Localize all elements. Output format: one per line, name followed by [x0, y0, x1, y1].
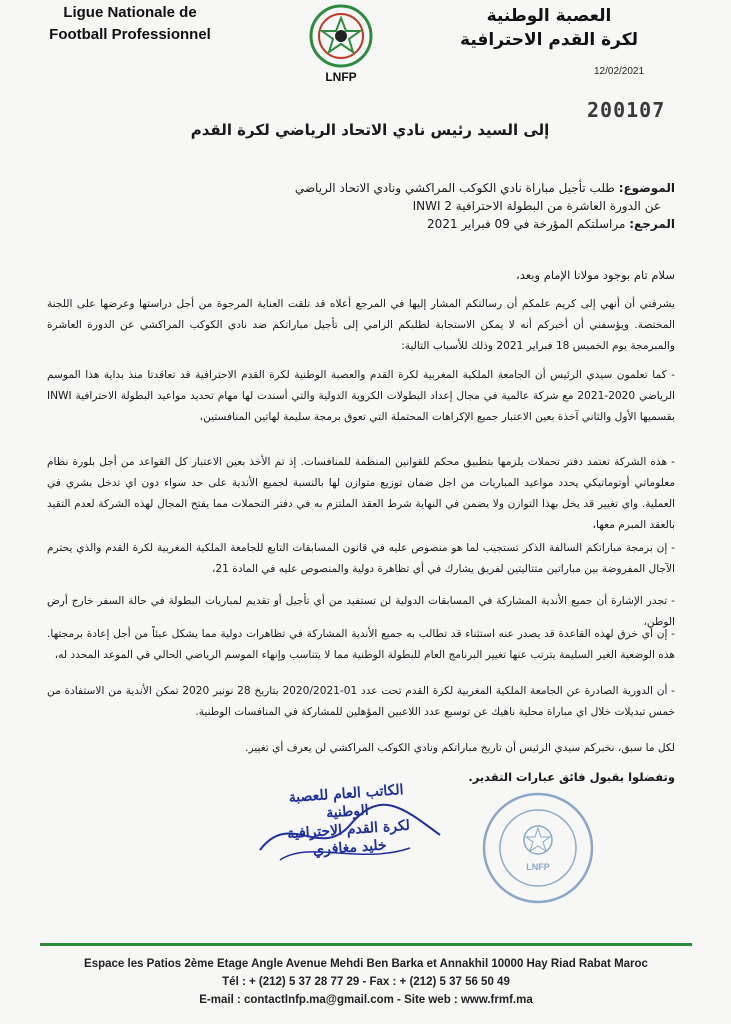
paragraph-reason-4: - تجدر الإشارة أن جميع الأندية المشاركة في المسابقات الدولية لن تستفيد من أي تأجيل أو تقديم لمباريات البطولة في حالة السفر خارج أرض الوطن، [47, 595, 675, 628]
reference-label: المرجع: [629, 217, 675, 231]
paragraph-reason-1: - كما تعلمون سيدي الرئيس أن الجامعة الملكية المغربية لكرة القدم والعصبة الوطنية لكرة القدم الاحترافية قد تعاقدتا منذ بداية هذا الموسم الرياضي 2020-2021 مع شركة عالمية في مجال إعداد البطولات الكروية الدولية والتي أسندت لها مهام تحديد مواعيد البطولة الاحترافية INWI بقسميها الأول والثاني آخذة بعين الاعتبار جميع الإكراهات المحتملة التي تعوق برمجة سليمة لهاتين المنافستين، [47, 369, 675, 423]
letterhead-arabic [429, 4, 669, 52]
footer-address: Espace les Patios 2ème Etage Angle Avenue Mehdi Ben Barka et Annakhil 10000 Hay Riad Rabat Maroc [84, 958, 648, 970]
paragraph-reason-5: - إن أي خرق لهذه القاعدة قد يصدر عنه استثناء قد تطالب به جميع الأندية المشاركة في تظاهرات دولية مما يشكل عبئاً من أجل إعادة برمجتها. هذه الوضعية الغير السليمة يترتب عنها تغيير البرنامج العام للبطولة الوطنية مما لا يتناسب وإنهاء الموسم الرياضي الحالي في الموعد المحدد له، [47, 628, 675, 661]
letterhead-french-line1: Ligue Nationale de [63, 4, 197, 21]
letterhead-arabic-line2: لكرة القدم الاحترافية [460, 30, 638, 50]
stamp-label: LNFP [526, 862, 550, 872]
footer-phone-fax: Tél : + (212) 5 37 28 77 29 - Fax : + (212) 5 37 56 50 49 [222, 976, 510, 988]
addressee: إلى السيد رئيس نادي الاتحاد الرياضي لكرة القدم [190, 121, 550, 139]
letterhead-french-line2: Football Professionnel [49, 26, 211, 43]
reference-text: مراسلتكم المؤرخة في 09 فبراير 2021 [427, 217, 626, 231]
letterhead-french [30, 2, 230, 46]
official-stamp [478, 790, 598, 906]
subject-line2: عن الدورة العاشرة من البطولة الاحترافية INWI 2 [412, 199, 661, 213]
footer-contact: E-mail : contactlnfp.ma@gmail.com - Site web : www.frmf.ma [199, 994, 533, 1006]
salutation: سلام تام بوجود مولانا الإمام وبعد، [516, 268, 675, 282]
footer-rule [40, 943, 692, 946]
paragraph-reason-2: - هذه الشركة تعتمد دفتر تحملات يلزمها بتطبيق محكم للقوانين المنظمة للمنافسات. إذ تم الأخذ بعين الاعتبار كل القواعد من أجل بلورة نظام معلوماتي أوتوماتيكي يحدد مواعيد المباريات من اجل ضمان توزيع متوازن لها بالنسبة لجميع الأندية على حد سواء دون اي تدخل بشري في العملية. واي تغيير قد يخل بهذا التوازن ولا يضمن في النهاية شرط العقد الملتزم به في دفتر التحملات مما يفتح المجال لهذه الشركة لعدم التقيد بالعقد المبرم معها، [47, 456, 675, 531]
paragraph-conclusion: لكل ما سبق، نخبركم سيدي الرئيس أن تاريخ مباراتكم ونادي الكوكب المراكشي لن يعرف أي تغيير. [245, 742, 675, 754]
subject-text-line1: طلب تأجيل مباراة نادي الكوكب المراكشي ونادي الاتحاد الرياضي [294, 181, 615, 195]
signature-title-line2: لكرة القدم الاحترافية [286, 817, 411, 843]
paragraph-intro: يشرفني أن أنهي إلى كريم علمكم أن رسالتكم المشار إليها في المرجع أعلاه قد تلقت العناية المرجوة من أجل دراستها وعرضها على اللجنة المختصة. ويؤسفني أن أخبركم أنه لا يمكن الاستجابة لطلبكم الرامي إلى تأجيل مباراتكم ضد نادي الكوكب المراكشي عن الدورة العاشرة والمبرمجة يوم الخميس 18 فبراير 2021 وذلك للأسباب التالية: [47, 298, 675, 352]
subject-line [115, 180, 675, 197]
letter-date: 12/02/2021 [594, 66, 645, 77]
paragraph-reason-3: - إن برمجة مباراتكم السالفة الذكر تستجيب لما هو منصوص عليه في قانون المسابقات التابع للجامعة الملكية المغربية لكرة القدم والذي يحترم الآجال المفروضة بين مباراتين متتاليتين لفريق يشارك في أي تظاهرة دولية والمنصوص عليه في المادة 21، [47, 542, 675, 575]
logo-label: LNFP [325, 70, 357, 84]
signature-title-line1: الكاتب العام للعصبة الوطنية [288, 782, 404, 822]
signature-name: خليد مغافري [312, 837, 388, 859]
letterhead-arabic-line1: العصبة الوطنية [486, 6, 612, 26]
reference-line [115, 216, 675, 233]
signature-block [266, 780, 431, 863]
paragraph-reason-6: - أن الدورية الصادرة عن الجامعة الملكية المغربية لكرة القدم تحت عدد 01-2020/2021 بتاريخ 28 نونبر 2020 تمكن الأندية من الاستفادة من خمس تبديلات خلال اي مباراة محلية ناهيك عن توسيع عدد اللاعبين المؤهلين للمشاركة في المنافسات الوطنية. [47, 685, 675, 718]
reference-number: 200107 [587, 98, 666, 122]
subject-label: الموضوع: [618, 181, 675, 195]
closing-formula: وتفضلوا بقبول فائق عبارات التقدير. [468, 770, 675, 784]
